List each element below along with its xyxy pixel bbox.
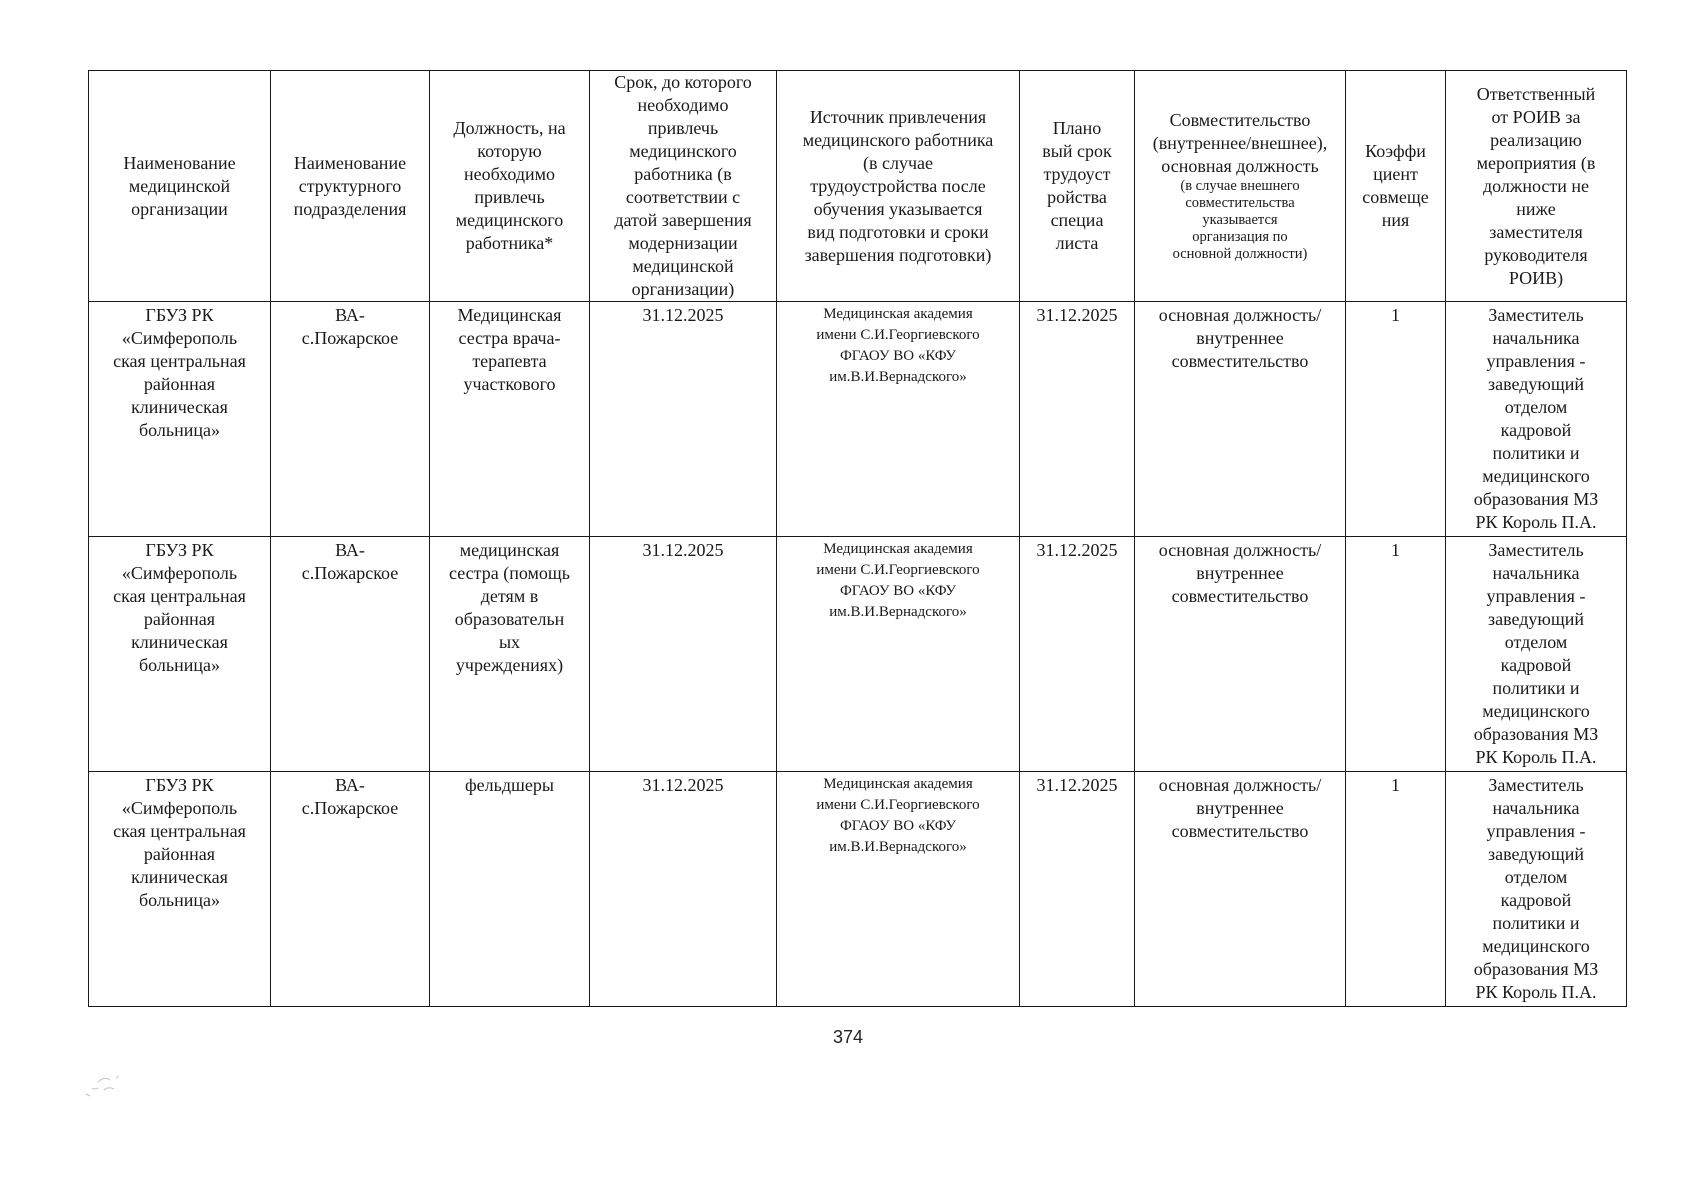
cell-deadline: 31.12.2025	[590, 302, 777, 537]
cell-coefficient: 1	[1346, 772, 1446, 1007]
header-planned-date: Плано вый срок трудоуст ройства специа листа	[1020, 71, 1135, 302]
header-responsible: Ответственный от РОИВ за реализацию мероприятия (в должности не ниже заместителя руководителя РОИВ)	[1446, 71, 1627, 302]
cell-combination: основная должность/ внутреннее совместительство	[1135, 537, 1346, 772]
cell-department: ВА- с.Пожарское	[271, 537, 430, 772]
cell-organization: ГБУЗ РК «Симферополь ская центральная районная клиническая больница»	[89, 537, 271, 772]
header-department: Наименование структурного подразделения	[271, 71, 430, 302]
table-header-row	[89, 71, 1627, 302]
cell-position: медицинская сестра (помощь детям в образовательн ых учреждениях)	[430, 537, 590, 772]
cell-responsible: Заместитель начальника управления - заведующий отделом кадровой политики и медицинского образования МЗ РК Король П.А.	[1446, 537, 1627, 772]
cell-coefficient: 1	[1346, 302, 1446, 537]
cell-position: Медицинская сестра врача- терапевта участкового	[430, 302, 590, 537]
header-combination-note: (в случае внешнего совместительства указывается организация по основной должности)	[1172, 178, 1308, 262]
cell-combination: основная должность/ внутреннее совместительство	[1135, 772, 1346, 1007]
page-number: 374	[832, 1027, 864, 1047]
cell-source: Медицинская академия имени С.И.Георгиевского ФГАОУ ВО «КФУ им.В.И.Вернадского»	[777, 302, 1020, 537]
cell-responsible: Заместитель начальника управления - заведующий отделом кадровой политики и медицинского образования МЗ РК Король П.А.	[1446, 772, 1627, 1007]
header-organization: Наименование медицинской организации	[89, 71, 271, 302]
cell-organization: ГБУЗ РК «Симферополь ская центральная районная клиническая больница»	[89, 302, 271, 537]
cell-coefficient: 1	[1346, 537, 1446, 772]
cell-responsible: Заместитель начальника управления - заведующий отделом кадровой политики и медицинского образования МЗ РК Король П.А.	[1446, 302, 1627, 537]
header-combination	[1135, 71, 1346, 302]
cell-planned-date: 31.12.2025	[1020, 302, 1135, 537]
cell-source: Медицинская академия имени С.И.Георгиевского ФГАОУ ВО «КФУ им.В.И.Вернадского»	[777, 537, 1020, 772]
header-position: Должность, на которую необходимо привлечь медицинского работника*	[430, 71, 590, 302]
table-row	[89, 302, 1627, 537]
cell-planned-date: 31.12.2025	[1020, 537, 1135, 772]
header-coefficient: Коэффи циент совмеще ния	[1346, 71, 1446, 302]
header-source: Источник привлечения медицинского работника (в случае трудоустройства после обучения указывается вид подготовки и сроки завершения подготовки)	[777, 71, 1020, 302]
cell-position: фельдшеры	[430, 772, 590, 1007]
cell-combination: основная должность/ внутреннее совместительство	[1135, 302, 1346, 537]
cell-source: Медицинская академия имени С.И.Георгиевского ФГАОУ ВО «КФУ им.В.И.Вернадского»	[777, 772, 1020, 1007]
header-deadline: Срок, до которого необходимо привлечь медицинского работника (в соответствии с датой завершения модернизации медицинской организации)	[590, 71, 777, 302]
table-row	[89, 772, 1627, 1007]
table-row	[89, 537, 1627, 772]
cell-deadline: 31.12.2025	[590, 772, 777, 1007]
cell-department: ВА- с.Пожарское	[271, 302, 430, 537]
header-combination-main: Совместительство (внутреннее/внешнее), основная должность	[1152, 110, 1328, 176]
staffing-table	[88, 70, 1627, 1007]
scan-smudge-mark	[68, 1068, 148, 1104]
cell-planned-date: 31.12.2025	[1020, 772, 1135, 1007]
cell-deadline: 31.12.2025	[590, 537, 777, 772]
cell-department: ВА- с.Пожарское	[271, 772, 430, 1007]
cell-organization: ГБУЗ РК «Симферополь ская центральная районная клиническая больница»	[89, 772, 271, 1007]
